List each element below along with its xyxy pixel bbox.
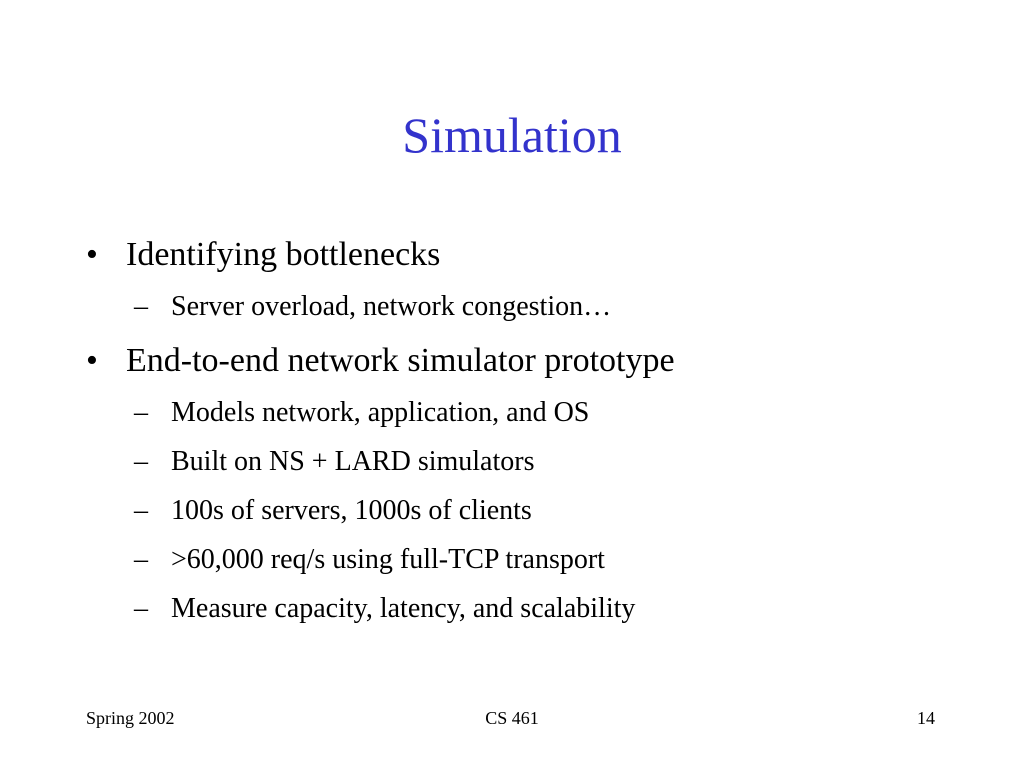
footer-page-number: 14	[917, 708, 935, 728]
bullet-marker: •	[86, 236, 98, 273]
sub-bullet-text: >60,000 req/s using full-TCP transport	[171, 544, 605, 575]
dash-marker: –	[134, 593, 148, 624]
bullet-text: Identifying bottlenecks	[126, 236, 441, 273]
sub-bullet-text: Server overload, network congestion…	[171, 291, 612, 322]
bullet-marker: •	[86, 342, 98, 379]
dash-marker: –	[134, 446, 148, 477]
dash-marker: –	[134, 544, 148, 575]
footer-date: Spring 2002	[86, 708, 175, 728]
sub-bullet-text: 100s of servers, 1000s of clients	[171, 495, 532, 526]
slide-title: Simulation	[402, 107, 622, 163]
footer-course: CS 461	[485, 708, 539, 728]
sub-bullet-text: Built on NS + LARD simulators	[171, 446, 535, 477]
sub-bullet-text: Measure capacity, latency, and scalability	[171, 593, 636, 624]
dash-marker: –	[134, 495, 148, 526]
bullet-text: End-to-end network simulator prototype	[126, 342, 675, 379]
dash-marker: –	[134, 291, 148, 322]
sub-bullet-text: Models network, application, and OS	[171, 397, 590, 428]
dash-marker: –	[134, 397, 148, 428]
